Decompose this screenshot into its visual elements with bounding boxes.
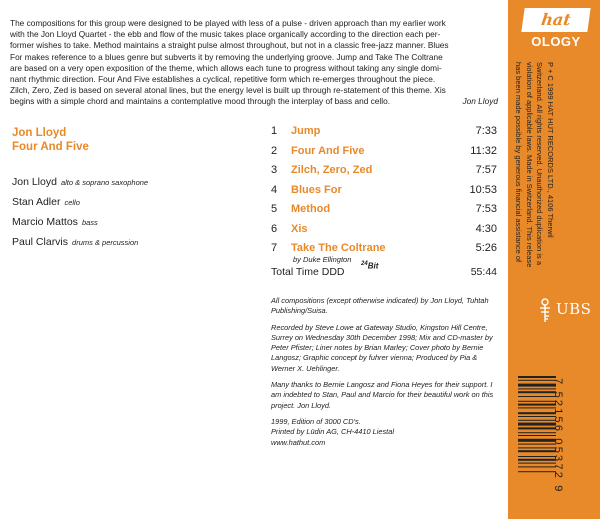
barcode-bar bbox=[518, 396, 556, 397]
musician-name: Stan Adler bbox=[12, 196, 61, 208]
barcode-bar bbox=[518, 444, 556, 445]
credit-line: P + C 1999 HAT HUT RECORDS LTD., 4106 Therwil bbox=[546, 62, 555, 238]
track-title: Blues For bbox=[291, 183, 342, 196]
liner-line: are based on a very open exposition of the theme, which allows each tune to progress without taking any single domi- bbox=[10, 62, 442, 73]
production-notes bbox=[271, 296, 497, 454]
musician-item bbox=[12, 172, 148, 192]
barcode-bar bbox=[518, 380, 556, 381]
album-heading bbox=[12, 126, 89, 154]
musician-name: Marcio Mattos bbox=[12, 216, 78, 228]
track-duration: 5:26 bbox=[475, 242, 497, 254]
musician-item bbox=[12, 192, 148, 212]
barcode-bar bbox=[518, 401, 556, 402]
liner-line: begins with a simple chord and maintains a contemplative mood through the interplay of bass and cello. bbox=[10, 96, 391, 107]
track-row bbox=[271, 222, 497, 242]
track-row bbox=[271, 183, 497, 203]
barcode-number: 7 52156 05372 9 bbox=[552, 378, 564, 494]
note-paragraph: All compositions (except otherwise indicated) by Jon Lloyd, Tuhtah Publishing/Suisa. bbox=[271, 296, 489, 316]
track-composer: by Duke Ellington bbox=[293, 255, 352, 264]
track-duration: 10:53 bbox=[469, 183, 497, 196]
track-title: Zilch, Zero, Zed bbox=[291, 164, 373, 176]
credit-line: Switzerland. All rights reserved. Unauthorized duplication is a bbox=[535, 62, 545, 266]
track-number: 7 bbox=[271, 242, 278, 254]
liner-signature: Jon Lloyd bbox=[462, 96, 498, 107]
bit-depth-label: Bit bbox=[367, 261, 379, 271]
note-paragraph: Many thanks to Bernie Langosz and Fiona Heyes for their support. I am indebted to Stan, Paul and Marcio for their beautiful work on this project. Jon Lloyd. bbox=[271, 380, 494, 410]
musician-name: Jon Lloyd bbox=[12, 176, 57, 188]
note-paragraph: Recorded by Steve Lowe at Gateway Studio, Kingston Hill Centre, Surrey on Wednesday 30th December 1998; Mix and CD-master by Peter Pfister; Liner notes by Brian Marley; Cover photo by Bernie Langosz; Graphic concept by fuhrer vienna; Produced by Pia & Werner X. Uehlinger. bbox=[271, 322, 493, 373]
barcode-bar bbox=[518, 384, 556, 387]
track-number: 2 bbox=[271, 144, 278, 157]
total-time bbox=[271, 261, 497, 280]
barcode-bar bbox=[518, 471, 556, 472]
total-time-label: Total Time DDD bbox=[271, 266, 345, 278]
barcode-bar bbox=[518, 456, 556, 457]
musician-item bbox=[12, 232, 148, 252]
track-number: 5 bbox=[271, 203, 278, 215]
bit-depth-badge bbox=[361, 261, 378, 271]
musician-name: Paul Clarvis bbox=[12, 236, 69, 248]
liner-notes bbox=[10, 18, 498, 108]
barcode-bar bbox=[518, 459, 556, 461]
barcode bbox=[518, 376, 556, 496]
track-title: Take The Coltrane bbox=[291, 242, 386, 254]
liner-line-last bbox=[10, 96, 498, 107]
logo-ology: OLOGY bbox=[531, 34, 581, 49]
track-title: Xis bbox=[291, 222, 308, 235]
track-duration: 4:30 bbox=[475, 222, 497, 235]
liner-line: nant rhythmic direction. Four And Five establishes a cyclical, repetitive form which re-emerges throughout the piece. bbox=[10, 74, 436, 85]
note-paragraph: 1999, Edition of 3000 CD's. Printed by Lüdin AG, CH-4410 Liestal www.hathut.com bbox=[271, 416, 394, 447]
barcode-bar bbox=[518, 404, 556, 406]
barcode-bar bbox=[518, 388, 556, 389]
liner-line: For makes reference to a blues genre but subverts it by removing the underlying groove. Jump and Take The Coltrane bbox=[10, 51, 443, 62]
ubs-logo bbox=[536, 296, 600, 336]
track-duration: 7:33 bbox=[475, 125, 497, 137]
credit-line: violation of applicable laws. Made in Switzerland. This release bbox=[525, 62, 534, 268]
logo-hat: hat bbox=[521, 8, 590, 32]
musician-instrument: alto & soprano saxophone bbox=[60, 178, 149, 187]
sponsor-name: UBS bbox=[556, 300, 592, 318]
barcode-bar bbox=[518, 466, 556, 467]
track-list bbox=[271, 124, 497, 271]
liner-line: The compositions for this group were designed to be played with less of a pulse - driven approach than my earlier work bbox=[10, 18, 446, 28]
musician-item bbox=[12, 212, 148, 232]
track-number: 3 bbox=[271, 164, 278, 176]
barcode-bar bbox=[518, 435, 556, 436]
barcode-bar bbox=[518, 416, 556, 417]
track-title: Method bbox=[291, 203, 331, 215]
total-time-duration: 55:44 bbox=[470, 266, 497, 278]
liner-line: former wishes to take. Method maintains a straight pulse almost throughout, but not in a classic free-jazz manner. Blues bbox=[10, 40, 449, 51]
barcode-bar bbox=[518, 432, 556, 433]
barcode-bar bbox=[518, 391, 556, 393]
track-title: Jump bbox=[291, 125, 321, 137]
barcode-bar bbox=[518, 412, 556, 414]
track-duration: 7:57 bbox=[475, 164, 497, 176]
musician-instrument: cello bbox=[64, 198, 80, 207]
track-row bbox=[271, 144, 497, 164]
track-number: 6 bbox=[271, 222, 278, 235]
barcode-bar bbox=[518, 407, 556, 408]
barcode-bar bbox=[518, 463, 556, 464]
barcode-bar bbox=[518, 423, 556, 426]
album-title: Four And Five bbox=[12, 141, 89, 153]
barcode-bar bbox=[518, 376, 556, 378]
bit-depth-number: 24 bbox=[361, 261, 368, 267]
liner-line: Zilch, Zero, Zed is based on several atonal lines, but the energy level is built up through re-statement of this theme. Xis bbox=[10, 85, 446, 96]
track-number: 4 bbox=[271, 183, 278, 196]
track-number: 1 bbox=[271, 125, 278, 137]
credit-line: has been made possible by generous financial assistance of bbox=[514, 62, 524, 263]
liner-line: with the Jon Lloyd Quartet - the ebb and flow of the music takes place organically according to the direction each per- bbox=[10, 29, 441, 40]
track-row bbox=[271, 124, 497, 144]
track-duration: 7:53 bbox=[475, 203, 497, 215]
barcode-bar bbox=[518, 427, 556, 429]
track-title: Four And Five bbox=[291, 144, 365, 157]
barcode-bar bbox=[518, 439, 556, 442]
track-duration: 11:32 bbox=[470, 144, 497, 157]
hatology-logo bbox=[523, 8, 589, 48]
barcode-bar bbox=[518, 420, 556, 421]
musician-instrument: drums & percussion bbox=[72, 238, 139, 247]
keys-icon bbox=[536, 298, 554, 324]
track-row bbox=[271, 163, 497, 183]
track-row bbox=[271, 202, 497, 222]
album-artist: Jon Lloyd bbox=[12, 127, 67, 139]
barcode-bar bbox=[518, 447, 556, 448]
musician-list bbox=[12, 172, 148, 252]
musician-instrument: bass bbox=[81, 218, 98, 227]
barcode-bar bbox=[518, 450, 556, 452]
